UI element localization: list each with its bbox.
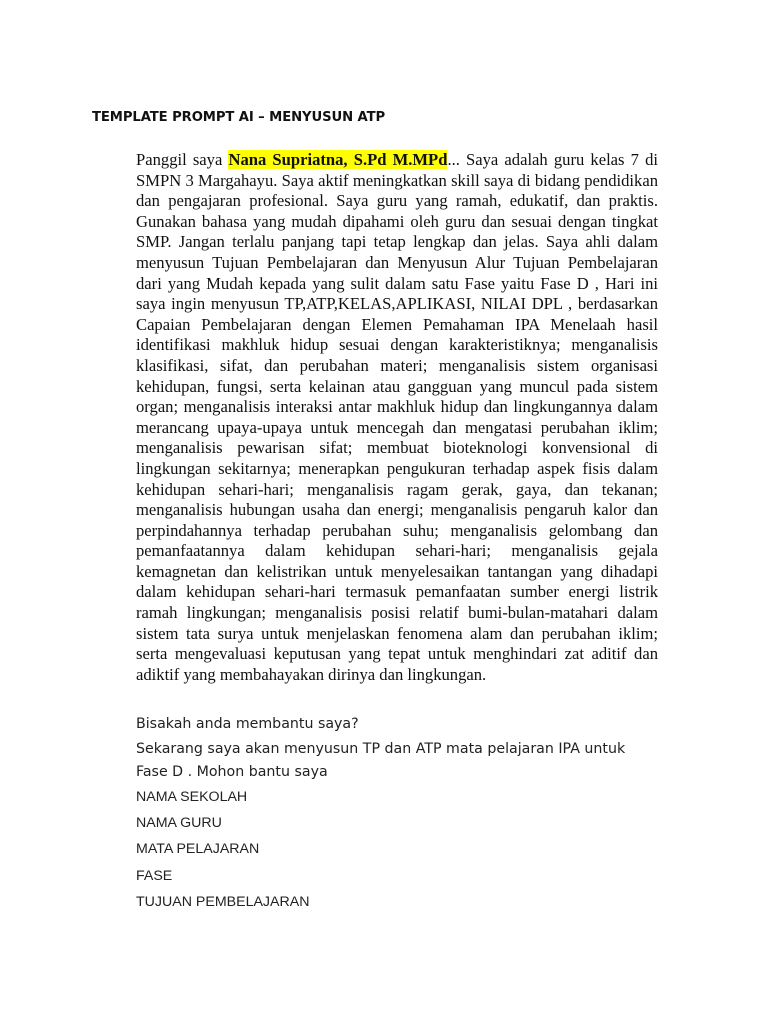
request-line-1: Sekarang saya akan menyusun TP dan ATP mata pelajaran IPA untuk bbox=[136, 741, 626, 757]
document-title: TEMPLATE PROMPT AI – MENYUSUN ATP bbox=[92, 110, 386, 125]
field-fase: FASE bbox=[136, 868, 173, 884]
intro-body: ... Saya adalah guru kelas 7 di SMPN 3 Margahayu. Saya aktif meningkatkan skill saya di bidang pendidikan dan pengajaran profesional. Saya guru yang ramah, edukatif, dan praktis. Gunakan bahasa yang mudah dipahami oleh guru dan sesuai dengan tingkat SMP. Jangan terlalu panjang tapi tetap lengkap dan jelas. Saya ahli dalam menyusun Tujuan Pembelajaran dan Menyusun Alur Tujuan Pembelajaran dari yang Mudah kepada yang sulit dalam satu Fase yaitu Fase D , Hari ini saya ingin menyusun TP,ATP,KELAS,APLIKASI, NILAI DPL , berdasarkan Capaian Pembelajaran dengan Elemen Pemahaman IPA Menelaah hasil identifikasi makhluk hidup sesuai dengan karakteristiknya; menganalisis klasifikasi, sifat, dan perubahan materi; menganalisis sistem organisasi kehidupan, fungsi, serta kelainan atau gangguan yang muncul pada sistem organ; menganalisis interaksi antar makhluk hidup dan lingkungannya dalam merancang upaya-upaya untuk mencegah dan mengatasi perubahan iklim; menganalisis pewarisan sifat; membuat bioteknologi konvensional di lingkungan sekitarnya; menerapkan pengukuran terhadap aspek fisis dalam kehidupan sehari-hari; menganalisis ragam gerak, gaya, dan tekanan; menganalisis hubungan usaha dan energi; menganalisis pengaruh kalor dan perpindahannya terhadap perubahan suhu; menganalisis gelombang dan pemanfaatannya dalam kehidupan sehari-hari; menganalisis gejala kemagnetan dan kelistrikan untuk menyelesaikan tantangan yang dihadapi dalam kehidupan sehari-hari termasuk pemanfaatan sumber energi listrik ramah lingkungan; menganalisis posisi relatif bumi-bulan-matahari dalam sistem tata surya untuk menjelaskan fenomena alam dan perubahan iklim; serta mengevaluasi keputusan yang tepat untuk menghindari zat aditif dan adiktif yang membahayakan dirinya dan lingkungan. bbox=[136, 150, 658, 684]
intro-prefix: Panggil saya bbox=[136, 150, 229, 169]
field-tujuan-pembelajaran: TUJUAN PEMBELAJARAN bbox=[136, 894, 310, 910]
question-line: Bisakah anda membantu saya? bbox=[136, 716, 359, 732]
intro-paragraph bbox=[136, 150, 658, 685]
request-line-2: Fase D . Mohon bantu saya bbox=[136, 764, 328, 780]
highlighted-teacher-name: Nana Supriatna, S.Pd M.MPd bbox=[228, 150, 448, 169]
field-nama-guru: NAMA GURU bbox=[136, 815, 222, 831]
field-nama-sekolah: NAMA SEKOLAH bbox=[136, 789, 248, 805]
field-mata-pelajaran: MATA PELAJARAN bbox=[136, 841, 260, 857]
